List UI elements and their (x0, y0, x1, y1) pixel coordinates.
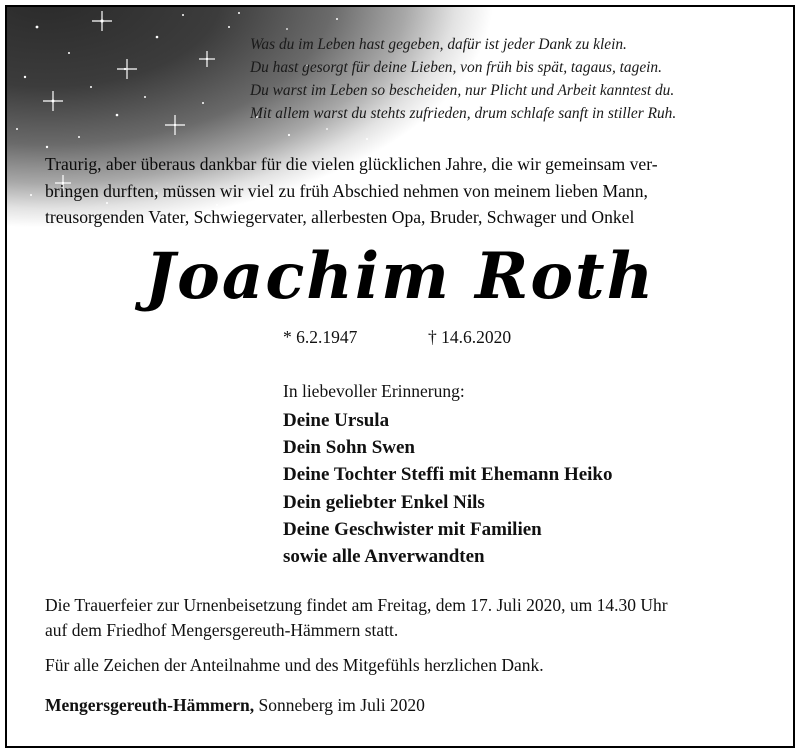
mourners-list (283, 407, 613, 570)
mourner: Deine Ursula (283, 410, 390, 431)
intro-line: treusorgenden Vater, Schwiegervater, allerbesten Opa, Bruder, Schwager und Onkel (45, 207, 635, 227)
funeral-info (45, 593, 769, 642)
intro-line: bringen durften, müssen wir viel zu früh Abschied nehmen von meinem lieben Mann, (45, 180, 648, 201)
mourner: Dein geliebter Enkel Nils (283, 491, 485, 513)
place-name: Mengersgereuth-Hämmern, (45, 695, 255, 715)
intro-text (45, 151, 757, 231)
death-date: † 14.6.2020 (428, 327, 512, 347)
mourner: Dein Sohn Swen (283, 437, 415, 459)
mourner: sowie alle Anverwandten (283, 546, 485, 568)
intro-line: Traurig, aber überaus dankbar für die vielen glücklichen Jahre, die wir gemeinsam ver- (45, 154, 658, 174)
place-date: Sonneberg im Juli 2020 (254, 695, 425, 715)
thanks-text: Für alle Zeichen der Anteilnahme und des Mitgefühls herzlichen Dank. (45, 655, 544, 675)
poem-line: Was du im Leben hast gegeben, dafür ist jeder Dank zu klein. (250, 36, 627, 53)
remembrance-heading: In liebevoller Erinnerung: (283, 381, 465, 401)
poem-line: Du hast gesorgt für deine Lieben, von früh bis spät, tagaus, tagein. (250, 59, 662, 76)
mourner: Deine Tochter Steffi mit Ehemann Heiko (283, 464, 613, 486)
poem (250, 33, 780, 125)
obituary-frame (5, 5, 795, 748)
poem-line: Mit allem warst du stehts zufrieden, drum schlafe sanft in stiller Ruh. (250, 105, 677, 122)
mourner: Deine Geschwister mit Familien (283, 518, 542, 540)
deceased-name: Joachim Roth (144, 239, 656, 314)
funeral-info-line: Die Trauerfeier zur Urnenbeisetzung findet am Freitag, dem 17. Juli 2020, um 14.30 Uhr (45, 595, 668, 615)
poem-line: Du warst im Leben so bescheiden, nur Plicht und Arbeit kanntest du. (250, 82, 675, 99)
birth-date: * 6.2.1947 (283, 327, 358, 347)
place-and-date (45, 695, 425, 716)
funeral-info-line: auf dem Friedhof Mengersgereuth-Hämmern statt. (45, 619, 399, 640)
